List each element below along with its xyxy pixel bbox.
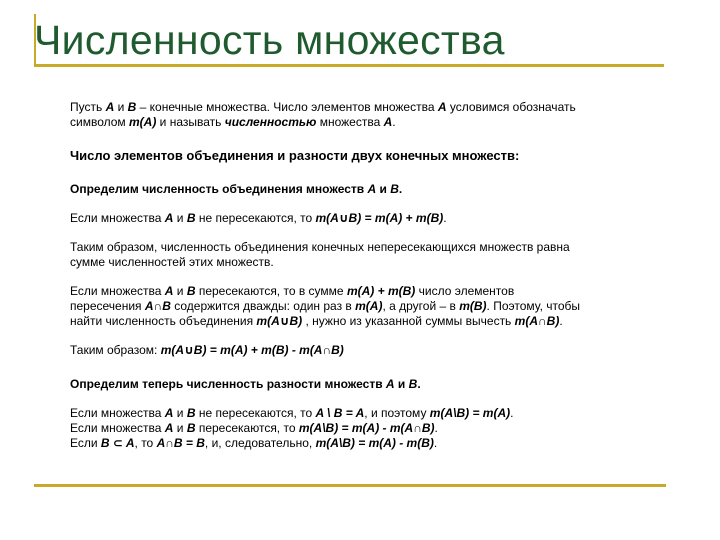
text: пересечения [70,299,145,313]
text: содержится дважды: один раз в [170,299,356,313]
text: Пусть [70,100,106,114]
text: пересекаются, то в сумме [195,284,347,298]
text: , то [134,436,157,450]
text: символом [70,115,129,129]
text: Если множества [70,211,165,225]
text: и [376,182,391,196]
set-a: A [383,115,393,129]
formula: m(A∪B) = m(A) + m(B) - m(A∩B) [160,343,344,357]
formula: m(A∪B) = m(A) + m(B) [315,211,444,225]
text: . [392,115,396,129]
set-a: A [385,377,395,391]
text: , а другой – в [382,299,460,313]
formula: m(A\B) = m(A) [429,406,511,420]
set-b: B [186,211,196,225]
set-b: B [127,100,137,114]
text: и [173,421,187,435]
intro-paragraph [70,100,680,130]
text: . [510,406,514,420]
set-a: A [164,211,174,225]
text: и [173,211,187,225]
text: . [434,421,438,435]
difference-heading [70,377,680,392]
text: и [394,377,409,391]
formula: m(A) [355,299,383,313]
text: и [114,100,128,114]
formula: m(A) [129,115,157,129]
set-a: A [164,406,174,420]
union-formula [70,343,680,358]
text: не пересекаются, то [195,406,316,420]
text: Таким образом, численность объединения конечных непересекающихся множеств равна [70,240,570,254]
set-b: B [186,406,196,420]
union-summary [70,240,680,270]
text: . [559,314,563,328]
text: множества [316,115,384,129]
text: пересекаются, то [195,421,299,435]
formula: A \ B = A [315,406,365,420]
text: . [433,436,438,450]
set-b: B [408,377,418,391]
union-heading [70,182,680,197]
set-a: A [367,182,377,196]
text: , и, следовательно, [204,436,316,450]
text: – конечные множества. Число элементов множества [136,100,438,114]
text: условимся обозначать [446,100,576,114]
union-intersecting-case [70,284,680,329]
text: и [173,406,187,420]
set-a: A [437,100,447,114]
term-numerosity: численностью [224,115,317,129]
text: найти численность объединения [70,314,257,328]
title-underline [34,64,664,67]
text: сумме численностей этих множеств. [70,255,274,269]
formula: m(A∩B) [514,314,560,328]
set-b: B [186,421,196,435]
text: не пересекаются, то [195,211,316,225]
text: Если множества [70,284,165,298]
text: . [417,377,421,391]
formula: B ⊂ A [100,436,135,450]
text: Определим теперь численность разности множеств [70,377,386,391]
text: и называть [156,115,225,129]
formula: m(B) [459,299,487,313]
footer-rule [34,484,666,487]
text: . [443,211,447,225]
text: Таким образом: [70,343,161,357]
set-b: B [390,182,399,196]
formula: m(A) + m(B) [346,284,416,298]
formula: A∩B [144,299,171,313]
set-a: A [164,421,174,435]
text: и [173,284,187,298]
text: , нужно из указанной суммы вычесть [302,314,515,328]
difference-cases [70,406,680,451]
formula: m(A\B) = m(A) - m(A∩B) [298,421,435,435]
text: . Поэтому, чтобы [486,299,581,313]
formula: m(A\B) = m(A) - m(B) [315,436,434,450]
text: Если множества [70,421,165,435]
text: , и поэтому [364,406,430,420]
union-disjoint-case [70,211,680,226]
text: Определим численность объединения множеств [70,182,368,196]
formula: m(A∪B) [256,314,303,328]
text: Если [70,436,101,450]
set-a: A [105,100,115,114]
text: Если множества [70,406,165,420]
slide-title: Численность множества [34,17,505,63]
formula: A∩B = B [156,436,205,450]
set-a: A [164,284,174,298]
section-subtitle: Число элементов объединения и разности двух конечных множеств: [70,148,520,163]
set-b: B [186,284,196,298]
text: . [398,182,403,196]
text: число элементов [415,284,515,298]
slide-body [70,100,680,451]
